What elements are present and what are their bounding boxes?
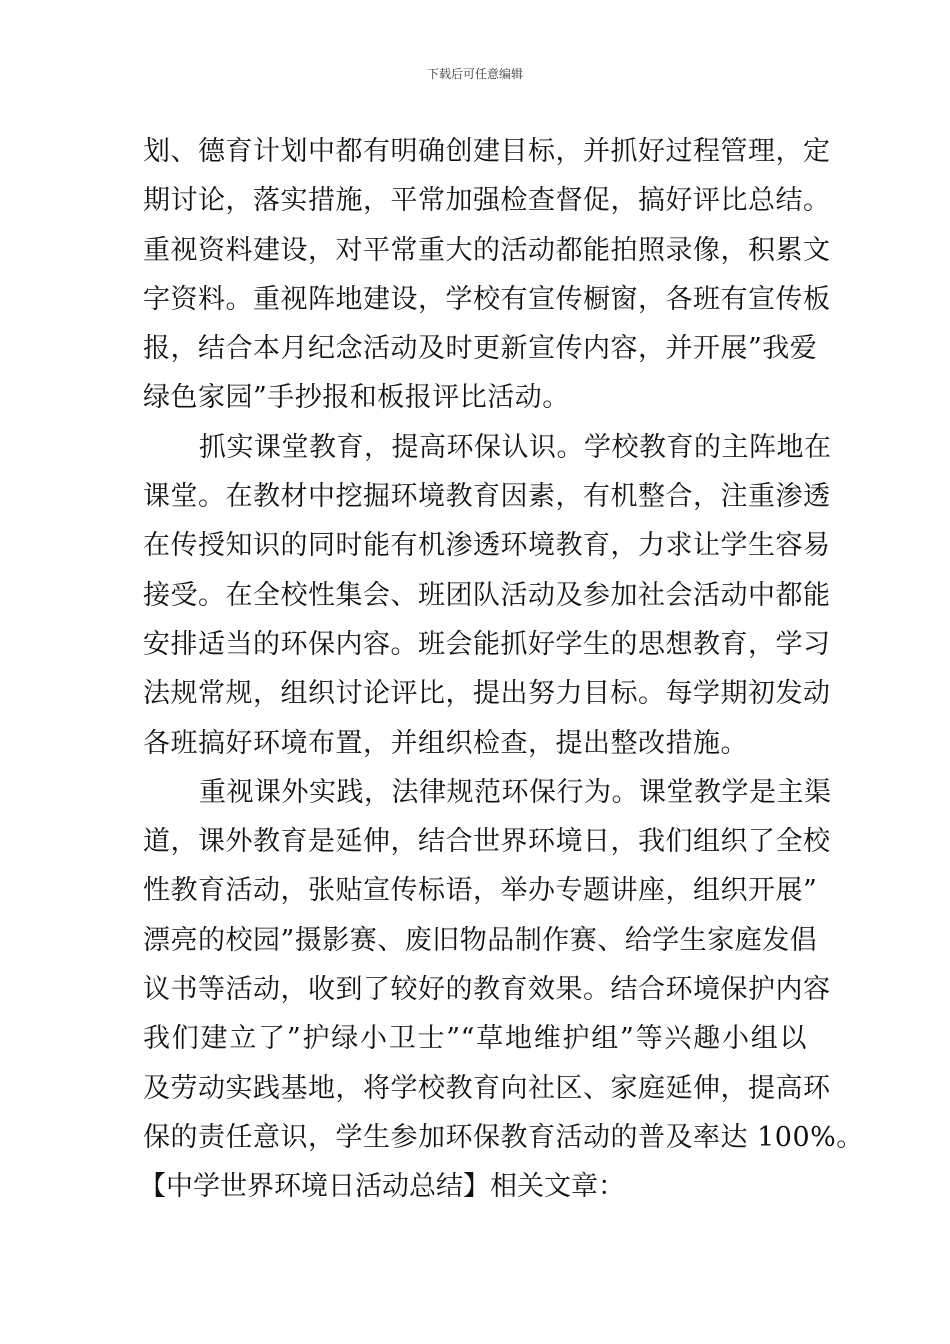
paragraph-line: 报，结合本月纪念活动及时更新宣传内容，并开展”我爱	[143, 333, 818, 365]
paragraph-line: 各班搞好环境布置，并组织检查，提出整改措施。	[143, 727, 748, 759]
paragraph-line: 课堂。在教材中挖掘环境教育因素，有机整合，注重渗透	[143, 481, 831, 513]
header-note: 下载后可任意编辑	[426, 67, 523, 81]
paragraph-line: 字资料。重视阵地建设，学校有宣传橱窗，各班有宣传板	[143, 283, 831, 315]
paragraph-line: 保的责任意识，学生参加环保教育活动的普及率达 100%。	[143, 1121, 864, 1153]
paragraph-line: 漂亮的校园”摄影赛、废旧物品制作赛、给学生家庭发倡	[143, 924, 818, 956]
paragraph-line: 重视课外实践，法律规范环保行为。课堂教学是主渠	[199, 776, 832, 808]
paragraph-3	[143, 768, 864, 1162]
paragraph-line: 抓实课堂教育，提高环保认识。学校教育的主阵地在	[199, 431, 832, 463]
paragraph-1	[143, 127, 831, 423]
document-body	[139, 127, 864, 1212]
paragraph-line: 性教育活动，张贴宣传标语，举办专题讲座，组织开展”	[143, 875, 818, 907]
paragraph-line: 在传授知识的同时能有机渗透环境教育，力求让学生容易	[143, 530, 831, 562]
related-articles-heading: 【中学世界环境日活动总结】相关文章：	[139, 1171, 625, 1203]
paragraph-line: 安排适当的环保内容。班会能抓好学生的思想教育，学习	[143, 628, 831, 660]
paragraph-line: 道，课外教育是延伸，结合世界环境日，我们组织了全校	[143, 826, 831, 858]
paragraph-line: 绿色家园”手抄报和板报评比活动。	[143, 382, 570, 414]
paragraph-line: 及劳动实践基地，将学校教育向社区、家庭延伸，提高环	[143, 1072, 831, 1104]
page-header	[0, 66, 950, 82]
paragraph-line: 接受。在全校性集会、班团队活动及参加社会活动中都能	[143, 579, 831, 611]
paragraph-line: 划、德育计划中都有明确创建目标，并抓好过程管理，定	[143, 136, 831, 167]
paragraph-line: 我们建立了”护绿小卫士”“草地维护组”等兴趣小组以	[143, 1023, 807, 1055]
paragraph-line: 法规常规，组织讨论评比，提出努力目标。每学期初发动	[143, 678, 831, 710]
paragraph-line: 议书等活动，收到了较好的教育效果。结合环境保护内容	[143, 974, 831, 1006]
paragraph-2	[143, 423, 832, 768]
paragraph-line: 期讨论，落实措施，平常加强检查督促，搞好评比总结。	[143, 185, 831, 217]
paragraph-line: 重视资料建设，对平常重大的活动都能拍照录像，积累文	[143, 234, 831, 266]
